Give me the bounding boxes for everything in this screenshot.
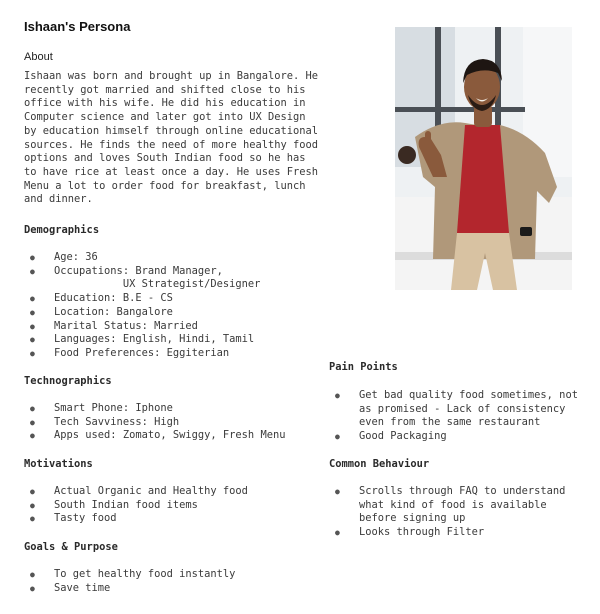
list-item: ● Save time (24, 582, 235, 596)
list-item: ● Education: B.E - CS (24, 292, 260, 306)
list-item: ● Smart Phone: Iphone (24, 402, 285, 416)
list-item: ● Looks through Filter (329, 526, 565, 540)
list-item: ● To get healthy food instantly (24, 568, 235, 582)
list-item: ● Age: 36 (24, 251, 260, 265)
persona-photo-illustration (395, 27, 572, 290)
common-behaviour-list (329, 485, 565, 540)
persona-title: Ishaan's Persona (24, 19, 131, 34)
goals-heading: Goals & Purpose (24, 541, 118, 553)
list-item: ● Get bad quality food sometimes, not as promised - Lack of consistency even from the same restaurant (329, 389, 578, 430)
list-item: ● Actual Organic and Healthy food (24, 485, 248, 499)
pain-points-heading: Pain Points (329, 361, 398, 373)
list-item: ● Scrolls through FAQ to understand what kind of food is available before signing up (329, 485, 565, 526)
demographics-heading: Demographics (24, 224, 100, 236)
pain-points-list (329, 389, 578, 444)
list-item: ● Good Packaging (329, 430, 578, 444)
list-item: ● Languages: English, Hindi, Tamil (24, 333, 260, 347)
demographics-list (24, 251, 260, 361)
persona-photo (395, 27, 572, 290)
goals-list (24, 568, 235, 595)
technographics-list (24, 402, 285, 443)
list-item: ● Location: Bangalore (24, 306, 260, 320)
list-item: ● Tech Savviness: High (24, 416, 285, 430)
about-heading: About (24, 51, 53, 63)
list-item: ● Apps used: Zomato, Swiggy, Fresh Menu (24, 429, 285, 443)
list-item: ● Tasty food (24, 512, 248, 526)
motivations-heading: Motivations (24, 458, 93, 470)
technographics-heading: Technographics (24, 375, 112, 387)
list-item: ● Marital Status: Married (24, 320, 260, 334)
list-item: ● Occupations: Brand Manager, UX Strategist/Designer (24, 265, 260, 292)
common-behaviour-heading: Common Behaviour (329, 458, 430, 470)
about-paragraph: Ishaan was born and brought up in Bangalore. He recently got married and shifted close to his office with his wife. He did his education in Computer science and later got into UX Design by education himself through online educational sources. He finds the need of more healthy food options and loves South Indian food so he has to have rice at least once a day. He uses Fresh Menu a lot to order food for breakfast, lunch and dinner. (24, 70, 319, 206)
list-item: ● South Indian food items (24, 499, 248, 513)
list-item: ● Food Preferences: Eggiterian (24, 347, 260, 361)
motivations-list (24, 485, 248, 526)
